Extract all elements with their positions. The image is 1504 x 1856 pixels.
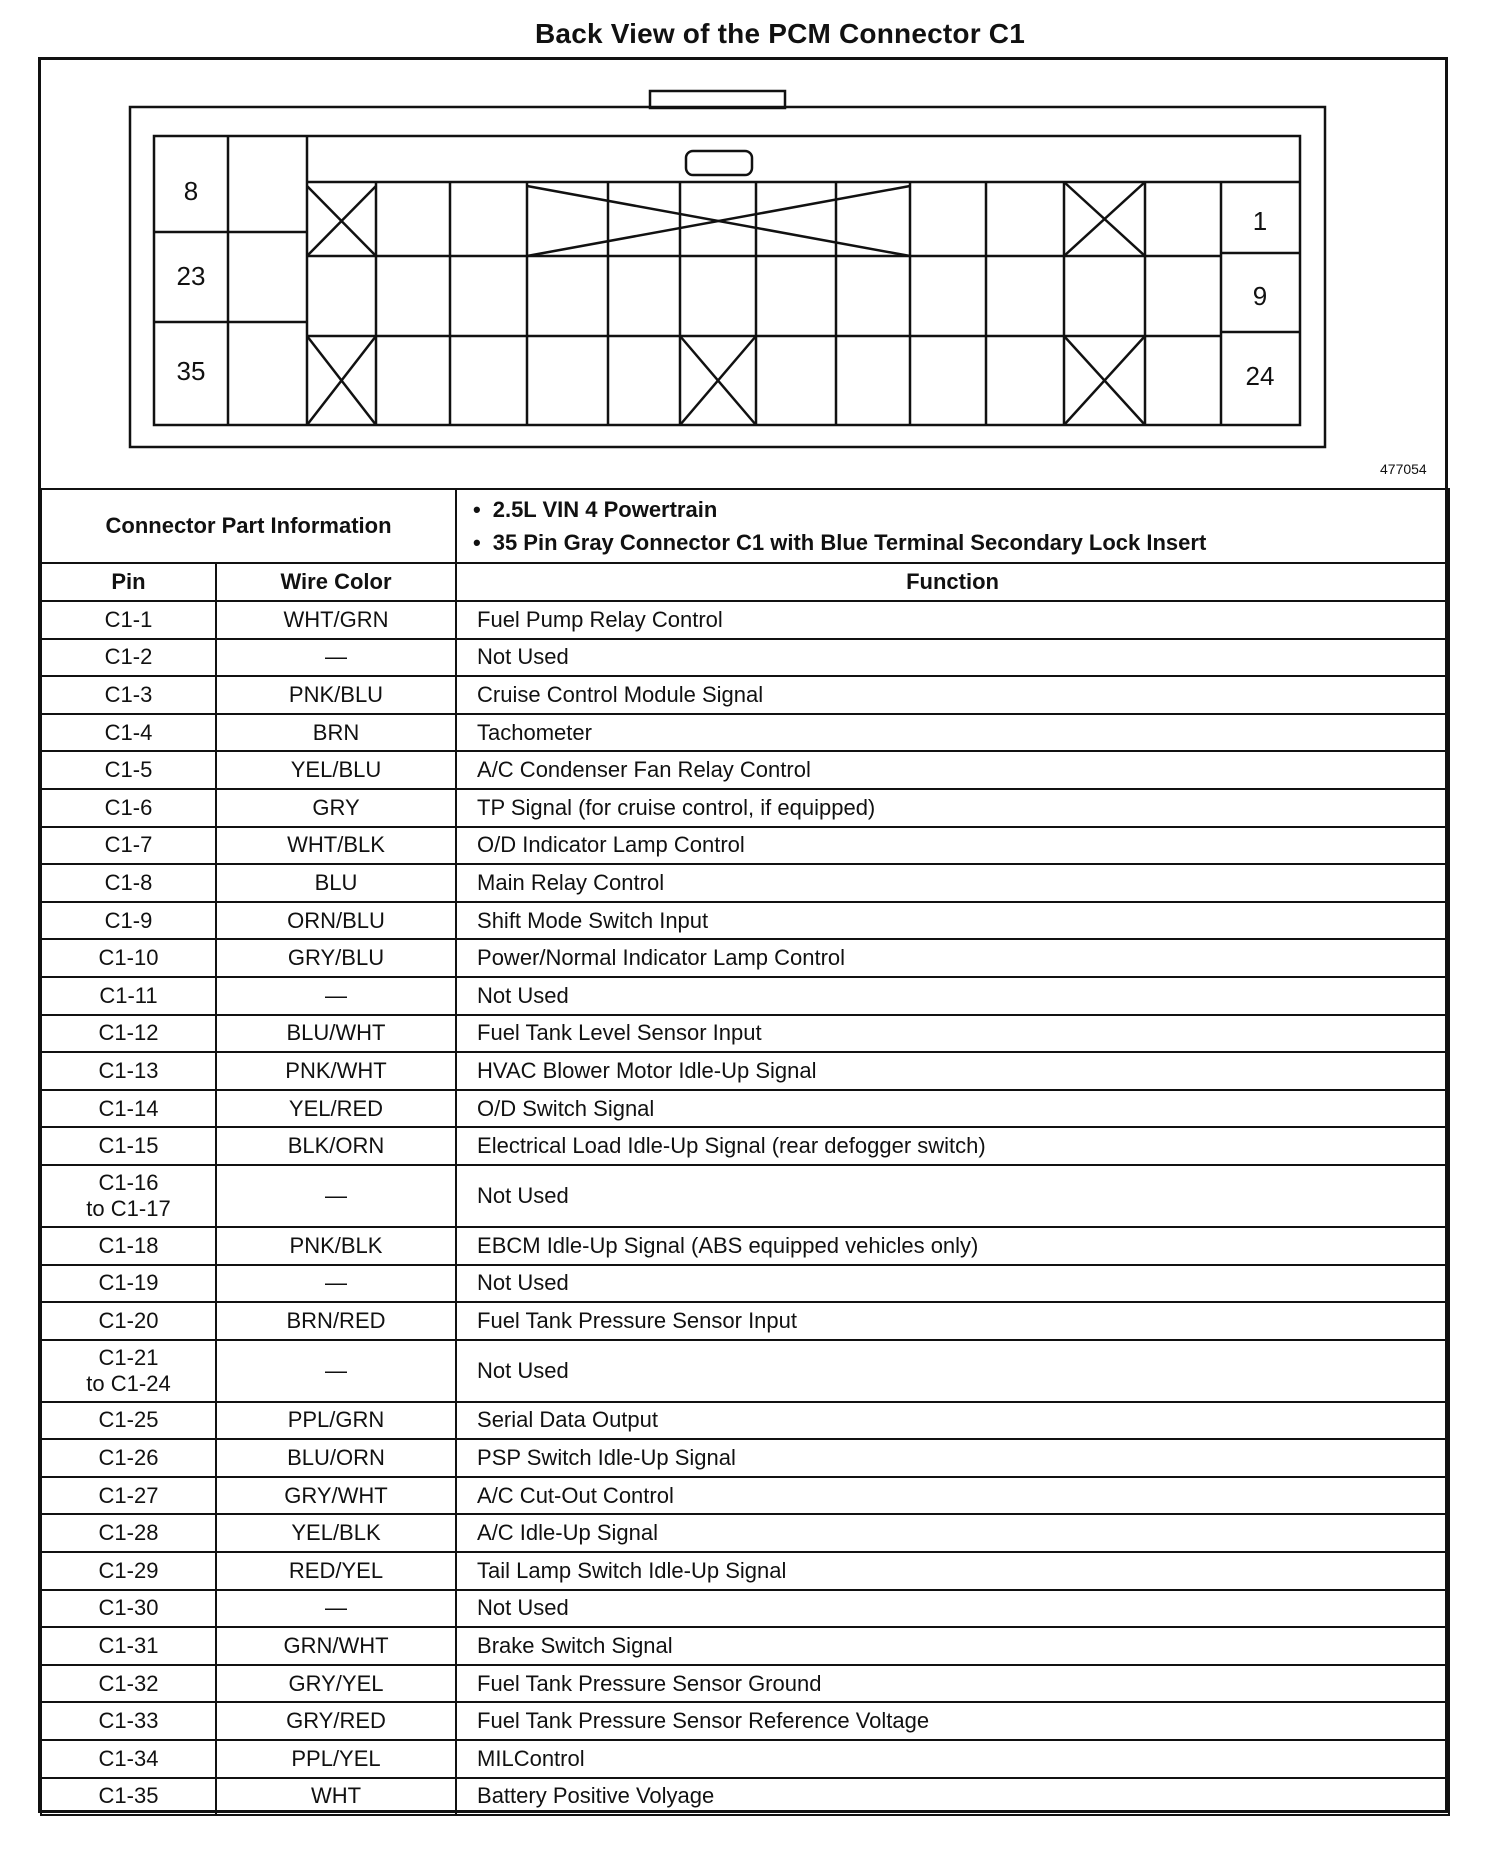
table-row [41, 827, 1449, 865]
pin-cell: C1-1 [41, 601, 216, 639]
wire-color-cell: ORN/BLU [216, 902, 456, 940]
function-cell: Brake Switch Signal [456, 1627, 1449, 1665]
col-header-function: Function [456, 563, 1449, 601]
function-cell: Fuel Tank Pressure Sensor Ground [456, 1665, 1449, 1703]
function-cell: Shift Mode Switch Input [456, 902, 1449, 940]
info-list [457, 493, 1448, 559]
wire-color-cell: YEL/BLK [216, 1514, 456, 1552]
function-cell: EBCM Idle-Up Signal (ABS equipped vehicles only) [456, 1227, 1449, 1265]
cavity-label-24: 24 [1245, 361, 1275, 391]
cavity-label-8: 8 [183, 176, 199, 206]
table-row [41, 1590, 1449, 1628]
pin-cell: C1-2 [41, 639, 216, 677]
wire-color-cell: — [216, 1165, 456, 1227]
pin-cell: C1-20 [41, 1302, 216, 1340]
table-row [41, 1127, 1449, 1165]
pin-cell: C1-26 [41, 1439, 216, 1477]
cavity-label-35: 35 [176, 356, 206, 386]
pin-cell: C1-14 [41, 1090, 216, 1128]
connector-diagram [0, 0, 1504, 490]
table-row [41, 1665, 1449, 1703]
table-row [41, 1265, 1449, 1303]
function-cell: Fuel Tank Pressure Sensor Reference Voltage [456, 1702, 1449, 1740]
function-cell: A/C Condenser Fan Relay Control [456, 751, 1449, 789]
wire-color-cell: GRY/WHT [216, 1477, 456, 1515]
table-row [41, 1627, 1449, 1665]
pin-table [40, 488, 1450, 1816]
pin-cell: C1-30 [41, 1590, 216, 1628]
connector-latch [650, 91, 785, 108]
function-cell: Fuel Tank Pressure Sensor Input [456, 1302, 1449, 1340]
info-label: Connector Part Information [41, 489, 456, 563]
info-row [41, 489, 1449, 563]
function-cell: Not Used [456, 1590, 1449, 1628]
pin-cell: C1-25 [41, 1402, 216, 1440]
wire-color-cell: PNK/BLK [216, 1227, 456, 1265]
wire-color-cell: BLU [216, 864, 456, 902]
pin-cell: C1-27 [41, 1477, 216, 1515]
function-cell: Not Used [456, 1165, 1449, 1227]
wire-color-cell: BLU/WHT [216, 1015, 456, 1053]
table-row [41, 714, 1449, 752]
wire-color-cell: BRN [216, 714, 456, 752]
wire-color-cell: YEL/BLU [216, 751, 456, 789]
cavity-label-9: 9 [1252, 281, 1268, 311]
figure-id: 477054 [1380, 461, 1427, 477]
wire-color-cell: GRN/WHT [216, 1627, 456, 1665]
wire-color-cell: GRY/YEL [216, 1665, 456, 1703]
pin-cell: C1-29 [41, 1552, 216, 1590]
wire-color-cell: PPL/GRN [216, 1402, 456, 1440]
page-title: Back View of the PCM Connector C1 [535, 18, 1025, 49]
table-row [41, 1302, 1449, 1340]
blocked-cavity-icon [307, 186, 376, 256]
function-cell: PSP Switch Idle-Up Signal [456, 1439, 1449, 1477]
connector-housing-inner [154, 136, 1300, 425]
info-item: • 2.5L VIN 4 Powertrain [497, 493, 1448, 526]
pin-range-end: to C1-17 [86, 1195, 171, 1221]
wire-color-cell: WHT/GRN [216, 601, 456, 639]
header-row [41, 563, 1449, 601]
wire-color-cell: GRY/RED [216, 1702, 456, 1740]
table-row [41, 1514, 1449, 1552]
function-cell: Not Used [456, 1340, 1449, 1402]
pin-cell: C1-28 [41, 1514, 216, 1552]
function-cell: Tail Lamp Switch Idle-Up Signal [456, 1552, 1449, 1590]
function-cell: Not Used [456, 1265, 1449, 1303]
wire-color-cell: — [216, 977, 456, 1015]
pin-range-end: to C1-24 [86, 1370, 171, 1396]
wire-color-cell: — [216, 1265, 456, 1303]
blocked-cavity-icon [680, 336, 756, 425]
table-row [41, 1227, 1449, 1265]
function-cell: Fuel Tank Level Sensor Input [456, 1015, 1449, 1053]
pin-cell: C1-31 [41, 1627, 216, 1665]
info-item: • 35 Pin Gray Connector C1 with Blue Terminal Secondary Lock Insert [497, 526, 1448, 559]
function-cell: O/D Indicator Lamp Control [456, 827, 1449, 865]
function-cell: A/C Cut-Out Control [456, 1477, 1449, 1515]
function-cell: Fuel Pump Relay Control [456, 601, 1449, 639]
function-cell: A/C Idle-Up Signal [456, 1514, 1449, 1552]
pin-cell: C1-10 [41, 939, 216, 977]
col-header-pin: Pin [41, 563, 216, 601]
wire-color-cell: WHT/BLK [216, 827, 456, 865]
wire-color-cell: — [216, 1590, 456, 1628]
table-row [41, 1340, 1449, 1402]
wire-color-cell: PPL/YEL [216, 1740, 456, 1778]
table-row [41, 1402, 1449, 1440]
pin-cell: C1-5 [41, 751, 216, 789]
function-cell: Electrical Load Idle-Up Signal (rear defogger switch) [456, 1127, 1449, 1165]
pin-cell: C1-15 [41, 1127, 216, 1165]
pin-range-start: C1-21 [98, 1344, 159, 1370]
table-row [41, 1052, 1449, 1090]
table-row [41, 1552, 1449, 1590]
table-row [41, 1702, 1449, 1740]
pin-cell: C1-18 [41, 1227, 216, 1265]
wire-color-cell: PNK/BLU [216, 676, 456, 714]
table-row [41, 751, 1449, 789]
table-row [41, 977, 1449, 1015]
function-cell: O/D Switch Signal [456, 1090, 1449, 1128]
pin-cell: C1-7 [41, 827, 216, 865]
table-row [41, 676, 1449, 714]
function-cell: MILControl [456, 1740, 1449, 1778]
wire-color-cell: WHT [216, 1778, 456, 1816]
table-row [41, 1090, 1449, 1128]
wire-color-cell: BLK/ORN [216, 1127, 456, 1165]
table-row [41, 1477, 1449, 1515]
function-cell: Main Relay Control [456, 864, 1449, 902]
table-row [41, 1778, 1449, 1816]
pin-cell: C1-4 [41, 714, 216, 752]
table-row [41, 1165, 1449, 1227]
col-header-wire-color: Wire Color [216, 563, 456, 601]
info-cell [456, 489, 1449, 563]
table-row [41, 1439, 1449, 1477]
wire-color-cell: PNK/WHT [216, 1052, 456, 1090]
pin-cell: C1-8 [41, 864, 216, 902]
function-cell: Not Used [456, 639, 1449, 677]
wire-color-cell: BRN/RED [216, 1302, 456, 1340]
wire-color-cell: — [216, 1340, 456, 1402]
table-row [41, 601, 1449, 639]
function-cell: TP Signal (for cruise control, if equipped) [456, 789, 1449, 827]
pin-cell: C1-9 [41, 902, 216, 940]
table-row [41, 939, 1449, 977]
function-cell: Power/Normal Indicator Lamp Control [456, 939, 1449, 977]
function-cell: Serial Data Output [456, 1402, 1449, 1440]
pin-cell: C1-19 [41, 1265, 216, 1303]
pin-cell: C1-34 [41, 1740, 216, 1778]
table-row [41, 864, 1449, 902]
wire-color-cell: GRY/BLU [216, 939, 456, 977]
wire-color-cell: YEL/RED [216, 1090, 456, 1128]
wire-color-cell: — [216, 639, 456, 677]
function-cell: Battery Positive Volyage [456, 1778, 1449, 1816]
cavity-label-1: 1 [1252, 206, 1268, 236]
pin-cell: C1-3 [41, 676, 216, 714]
pin-cell: C1-33 [41, 1702, 216, 1740]
function-cell: Tachometer [456, 714, 1449, 752]
pin-cell: C1-6 [41, 789, 216, 827]
pin-cell [41, 1340, 216, 1402]
blocked-cavity-icon [307, 336, 376, 425]
pin-cell: C1-35 [41, 1778, 216, 1816]
pin-cell [41, 1165, 216, 1227]
blocked-cavity-icon [1064, 182, 1145, 256]
table-row [41, 1740, 1449, 1778]
function-cell: Not Used [456, 977, 1449, 1015]
pin-cell: C1-11 [41, 977, 216, 1015]
pin-cell: C1-12 [41, 1015, 216, 1053]
cavity-label-23: 23 [176, 261, 206, 291]
pin-cell: C1-13 [41, 1052, 216, 1090]
table-row [41, 639, 1449, 677]
table-row [41, 902, 1449, 940]
wire-color-cell: GRY [216, 789, 456, 827]
connector-key-slot [686, 151, 752, 175]
function-cell: HVAC Blower Motor Idle-Up Signal [456, 1052, 1449, 1090]
table-row [41, 789, 1449, 827]
blocked-cavity-icon [527, 186, 910, 256]
wire-color-cell: RED/YEL [216, 1552, 456, 1590]
blocked-cavity-icon [1064, 336, 1145, 425]
wire-color-cell: BLU/ORN [216, 1439, 456, 1477]
table-row [41, 1015, 1449, 1053]
pin-cell: C1-32 [41, 1665, 216, 1703]
function-cell: Cruise Control Module Signal [456, 676, 1449, 714]
pin-range-start: C1-16 [98, 1169, 159, 1195]
